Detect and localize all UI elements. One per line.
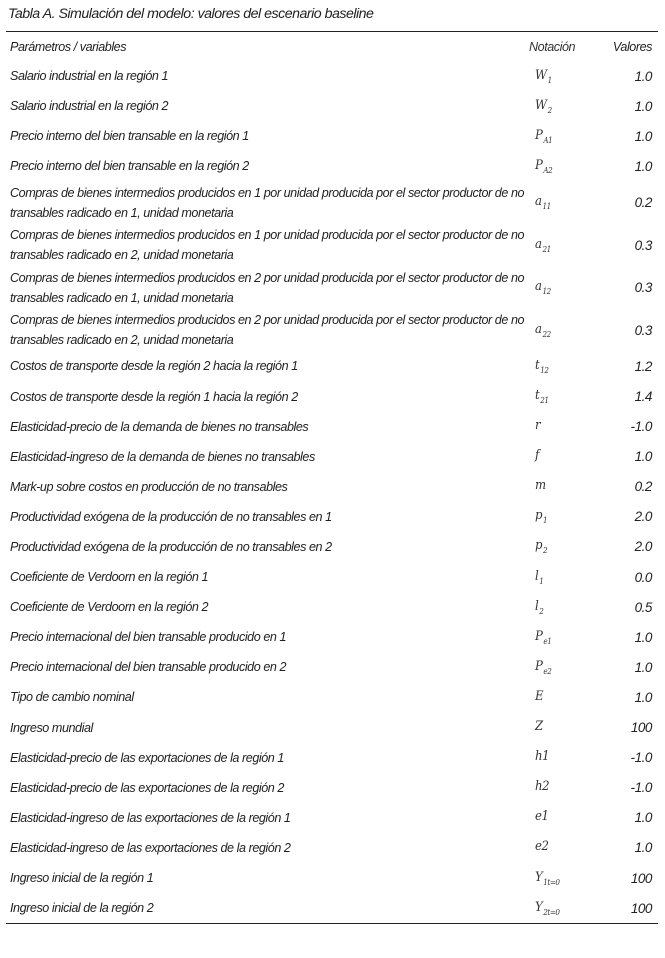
- notation-symbol: l: [535, 568, 539, 584]
- notation-symbol: h2: [535, 779, 550, 795]
- parameter-description: Mark-up sobre costos en producción de no transables: [10, 479, 288, 494]
- notation-cell: [525, 158, 591, 175]
- value-cell: 0.3: [634, 280, 652, 296]
- notation-cell: [525, 418, 591, 435]
- value-cell: 100: [630, 720, 652, 736]
- parameter-description: Precio interno del bien transable en la región 1: [10, 129, 249, 144]
- table-row: [6, 773, 658, 803]
- table-row: [6, 91, 658, 121]
- notation-cell: [525, 629, 591, 646]
- notation-cell: [525, 719, 591, 736]
- notation-cell: [525, 900, 591, 917]
- notation-subscript: 1: [547, 75, 552, 85]
- table-row: [6, 381, 658, 411]
- notation-cell: [525, 448, 591, 465]
- notation-symbol: P: [535, 628, 543, 644]
- notation-subscript: e1: [543, 636, 552, 646]
- notation-cell: [525, 689, 591, 706]
- parameter-description: Productividad exógena de la producción de no transables en 2: [10, 539, 332, 554]
- table-row: [6, 652, 658, 682]
- notation-cell: [525, 538, 591, 555]
- notation-cell: [525, 98, 591, 115]
- table-row: [6, 833, 658, 863]
- value-cell: 1.0: [634, 840, 652, 856]
- parameter-description: Coeficiente de Verdoorn en la región 1: [10, 570, 209, 585]
- notation-cell: [525, 599, 591, 616]
- value-cell: 1.0: [634, 98, 652, 114]
- parameter-description: Compras de bienes intermedios producidos en 1 por unidad producida por el sector productor de no transables radicado en 1, unidad monetaria: [10, 185, 525, 220]
- column-header-parameters: Parámetros / variables: [10, 39, 127, 54]
- notation-symbol: Z: [535, 719, 543, 735]
- notation-subscript: 1t=0: [543, 877, 560, 887]
- value-cell: 1.0: [634, 629, 652, 645]
- notation-symbol: p: [535, 538, 543, 554]
- notation-cell: [525, 508, 591, 525]
- notation-subscript: 11: [542, 202, 551, 212]
- notation-cell: [525, 322, 591, 339]
- parameter-description: Compras de bienes intermedios producidos en 2 por unidad producida por el sector productor de no transables radicado en 2, unidad monetaria: [10, 313, 525, 348]
- notation-cell: [525, 194, 591, 211]
- notation-symbol: W: [535, 97, 547, 113]
- notation-symbol: l: [535, 598, 539, 614]
- table-row: [6, 412, 658, 442]
- table-row: [6, 502, 658, 532]
- notation-symbol: t: [535, 388, 540, 404]
- parameter-description: Ingreso mundial: [10, 720, 93, 735]
- notation-subscript: 22: [542, 329, 551, 339]
- value-cell: 1.0: [634, 128, 652, 144]
- value-cell: 100: [630, 900, 652, 916]
- table-row: [6, 863, 658, 893]
- table-row: [6, 151, 658, 181]
- notation-symbol: m: [535, 478, 546, 494]
- parameter-description: Precio internacional del bien transable producido en 2: [10, 660, 287, 675]
- notation-symbol: r: [535, 418, 541, 434]
- notation-cell: [525, 749, 591, 766]
- value-cell: 0.3: [634, 322, 652, 338]
- notation-subscript: 1: [539, 576, 544, 586]
- value-cell: -1.0: [630, 780, 652, 796]
- notation-cell: [525, 237, 591, 254]
- notation-cell: [525, 279, 591, 296]
- table-row: [6, 309, 658, 352]
- parameter-description: Elasticidad-ingreso de las exportaciones de la región 1: [10, 810, 291, 825]
- value-cell: 1.4: [634, 389, 652, 405]
- value-cell: 0.2: [634, 479, 652, 495]
- notation-subscript: A2: [543, 165, 553, 175]
- table-row: [6, 224, 658, 267]
- value-cell: 1.0: [634, 449, 652, 465]
- notation-cell: [525, 870, 591, 887]
- notation-subscript: 12: [540, 365, 549, 375]
- notation-subscript: 21: [542, 244, 551, 254]
- parameter-description: Costos de transporte desde la región 2 hacia la región 1: [10, 359, 298, 374]
- parameter-description: Tipo de cambio nominal: [10, 690, 134, 705]
- value-cell: 1.0: [634, 158, 652, 174]
- column-header-values: Valores: [612, 39, 652, 54]
- value-cell: 1.2: [634, 358, 652, 374]
- notation-symbol: P: [535, 157, 543, 173]
- notation-symbol: Y: [535, 899, 543, 915]
- notation-cell: [525, 358, 591, 375]
- notation-cell: [525, 128, 591, 145]
- parameter-description: Ingreso inicial de la región 2: [10, 901, 154, 916]
- notation-symbol: P: [535, 658, 543, 674]
- table-header-row: [6, 32, 658, 61]
- notation-cell: [525, 388, 591, 405]
- notation-symbol: t: [535, 357, 540, 373]
- value-cell: 0.5: [634, 599, 652, 615]
- notation-subscript: e2: [543, 666, 552, 676]
- parameter-description: Compras de bienes intermedios producidos en 1 por unidad producida por el sector productor de no transables radicado en 2, unidad monetaria: [10, 228, 525, 263]
- value-cell: 0.3: [634, 237, 652, 253]
- table-row: [6, 803, 658, 833]
- parameter-description: Precio interno del bien transable en la región 2: [10, 159, 249, 174]
- notation-symbol: W: [535, 67, 547, 83]
- parameter-description: Elasticidad-precio de las exportaciones de la región 1: [10, 750, 284, 765]
- parameter-description: Coeficiente de Verdoorn en la región 2: [10, 600, 209, 615]
- table-row: [6, 622, 658, 652]
- notation-subscript: 2: [543, 546, 548, 556]
- notation-cell: [525, 478, 591, 495]
- parameter-description: Compras de bienes intermedios producidos en 2 por unidad producida por el sector productor de no transables radicado en 1, unidad monetaria: [10, 270, 525, 305]
- value-cell: 1.0: [634, 68, 652, 84]
- table-row: [6, 472, 658, 502]
- value-cell: -1.0: [630, 419, 652, 435]
- notation-subscript: 2: [539, 606, 544, 616]
- value-cell: 100: [630, 870, 652, 886]
- notation-cell: [525, 809, 591, 826]
- parameter-description: Elasticidad-precio de las exportaciones de la región 2: [10, 780, 284, 795]
- value-cell: 1.0: [634, 689, 652, 705]
- notation-symbol: a: [535, 236, 542, 252]
- table-row: [6, 682, 658, 712]
- parameter-description: Salario industrial en la región 1: [10, 69, 169, 84]
- parameter-description: Elasticidad-precio de la demanda de bienes no transables: [10, 419, 309, 434]
- parameter-description: Precio internacional del bien transable producido en 1: [10, 630, 287, 645]
- value-cell: -1.0: [630, 750, 652, 766]
- notation-cell: [525, 569, 591, 586]
- notation-cell: [525, 659, 591, 676]
- table-row: [6, 266, 658, 309]
- value-cell: 0.0: [634, 569, 652, 585]
- notation-cell: [525, 68, 591, 85]
- table-row: [6, 532, 658, 562]
- table-row: [6, 743, 658, 773]
- notation-symbol: p: [535, 508, 543, 524]
- notation-subscript: 2: [547, 105, 552, 115]
- notation-symbol: a: [535, 321, 542, 337]
- table-row: [6, 592, 658, 622]
- value-cell: 2.0: [634, 539, 652, 555]
- table-row: [6, 121, 658, 151]
- table-row: [6, 442, 658, 472]
- notation-subscript: 2t=0: [543, 907, 560, 917]
- notation-symbol: Y: [535, 869, 543, 885]
- notation-symbol: P: [535, 127, 543, 143]
- parameter-description: Elasticidad-ingreso de la demanda de bienes no transables: [10, 449, 315, 464]
- value-cell: 0.2: [634, 195, 652, 211]
- value-cell: 1.0: [634, 810, 652, 826]
- notation-subscript: 12: [542, 287, 551, 297]
- table-caption: Tabla A. Simulación del modelo: valores del escenario baseline: [8, 6, 374, 22]
- notation-cell: [525, 839, 591, 856]
- table-row: [6, 351, 658, 381]
- table-row: [6, 562, 658, 592]
- value-cell: 2.0: [634, 509, 652, 525]
- notation-subscript: 21: [540, 396, 549, 406]
- notation-symbol: e2: [535, 839, 549, 855]
- notation-symbol: a: [535, 194, 542, 210]
- table-body: [6, 61, 658, 923]
- notation-subscript: 1: [543, 516, 548, 526]
- notation-symbol: e1: [535, 809, 549, 825]
- notation-symbol: E: [535, 688, 544, 704]
- parameter-description: Elasticidad-ingreso de las exportaciones de la región 2: [10, 840, 291, 855]
- parameter-description: Salario industrial en la región 2: [10, 99, 169, 114]
- table-row: [6, 713, 658, 743]
- parameter-description: Costos de transporte desde la región 1 hacia la región 2: [10, 389, 298, 404]
- notation-subscript: A1: [543, 135, 553, 145]
- notation-symbol: f: [535, 448, 539, 464]
- table-row: [6, 893, 658, 923]
- baseline-parameters-table: [6, 31, 658, 924]
- notation-symbol: h1: [535, 749, 550, 765]
- parameter-description: Productividad exógena de la producción de no transables en 1: [10, 509, 332, 524]
- notation-symbol: a: [535, 279, 542, 295]
- value-cell: 1.0: [634, 659, 652, 675]
- notation-cell: [525, 779, 591, 796]
- table-row: [6, 61, 658, 91]
- column-header-notation: Notación: [529, 39, 576, 54]
- parameter-description: Ingreso inicial de la región 1: [10, 871, 154, 886]
- table-row: [6, 181, 658, 224]
